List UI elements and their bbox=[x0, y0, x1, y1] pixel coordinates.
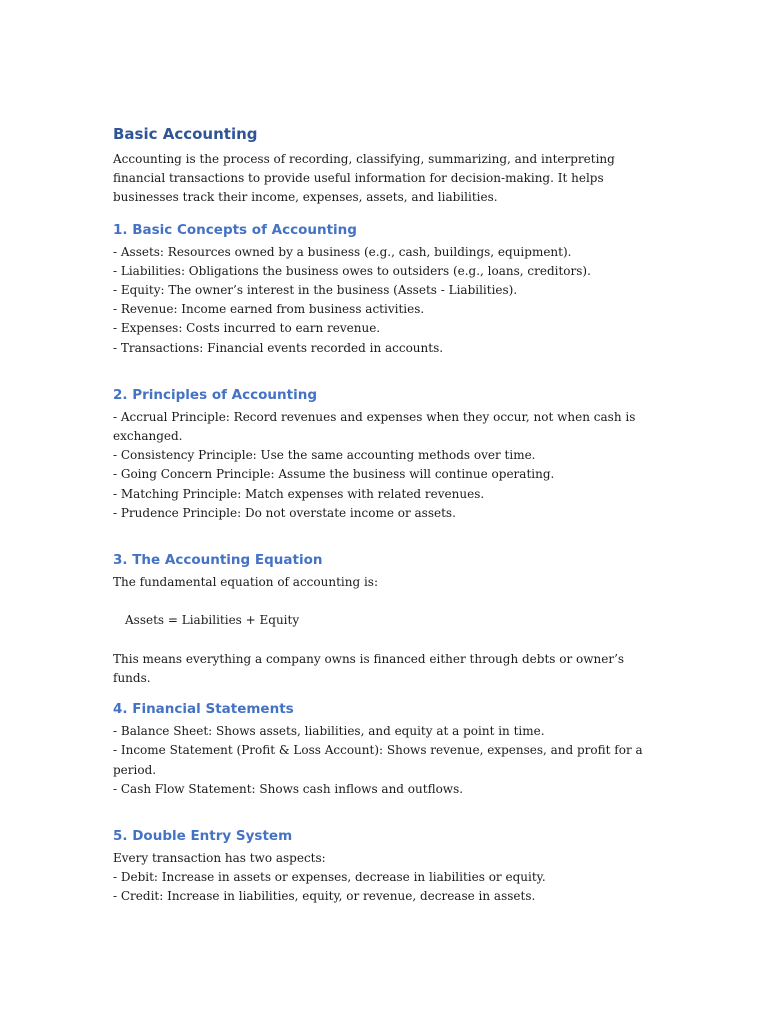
section-heading: 3. The Accounting Equation bbox=[113, 552, 323, 569]
list-item: - Income Statement (Profit & Loss Account): Shows revenue, expenses, and profit for a period. bbox=[113, 743, 643, 777]
list-item: - Expenses: Costs incurred to earn revenue. bbox=[113, 321, 381, 336]
section-heading: 5. Double Entry System bbox=[113, 828, 293, 845]
list-item: - Transactions: Financial events recorded in accounts. bbox=[113, 340, 444, 355]
document-page bbox=[113, 122, 653, 907]
section-heading: 4. Financial Statements bbox=[113, 701, 294, 718]
list-item: - Prudence Principle: Do not overstate income or assets. bbox=[113, 505, 456, 520]
section-basic-concepts bbox=[113, 219, 653, 358]
section-financial-statements bbox=[113, 698, 653, 799]
accounting-equation: Assets = Liabilities + Equity bbox=[125, 613, 300, 628]
list-item: - Matching Principle: Match expenses with related revenues. bbox=[113, 486, 485, 501]
list-item: Every transaction has two aspects: bbox=[113, 851, 326, 866]
equation-note: This means everything a company owns is financed either through debts or owner’s funds. bbox=[113, 651, 625, 686]
section-heading: 1. Basic Concepts of Accounting bbox=[113, 221, 357, 238]
list-item: - Debit: Increase in assets or expenses, decrease in liabilities or equity. bbox=[113, 870, 546, 885]
equation-lead: The fundamental equation of accounting is: bbox=[113, 575, 378, 590]
list-item: - Credit: Increase in liabilities, equity, or revenue, decrease in assets. bbox=[113, 889, 536, 904]
list-item: - Going Concern Principle: Assume the business will continue operating. bbox=[113, 467, 555, 482]
list-item: - Equity: The owner’s interest in the business (Assets - Liabilities). bbox=[113, 283, 518, 298]
list-item: - Consistency Principle: Use the same accounting methods over time. bbox=[113, 448, 536, 463]
list-item: - Assets: Resources owned by a business (e.g., cash, buildings, equipment). bbox=[113, 244, 572, 259]
section-accounting-equation bbox=[113, 549, 653, 688]
section-principles bbox=[113, 384, 653, 523]
section-double-entry bbox=[113, 825, 653, 907]
list-item: - Liabilities: Obligations the business owes to outsiders (e.g., loans, creditors). bbox=[113, 263, 591, 278]
list-item: - Accrual Principle: Record revenues and expenses when they occur, not when cash is exchanged. bbox=[113, 409, 636, 444]
list-item: - Revenue: Income earned from business activities. bbox=[113, 302, 425, 317]
list-item: - Cash Flow Statement: Shows cash inflows and outflows. bbox=[113, 781, 464, 796]
list-item: - Balance Sheet: Shows assets, liabilities, and equity at a point in time. bbox=[113, 724, 545, 739]
section-heading: 2. Principles of Accounting bbox=[113, 386, 317, 403]
document-title: Basic Accounting bbox=[113, 125, 258, 143]
intro-paragraph: Accounting is the process of recording, classifying, summarizing, and interpreting financial transactions to provide useful information for decision-making. It helps businesses track their income, expenses, assets, and liabilities. bbox=[113, 152, 615, 205]
